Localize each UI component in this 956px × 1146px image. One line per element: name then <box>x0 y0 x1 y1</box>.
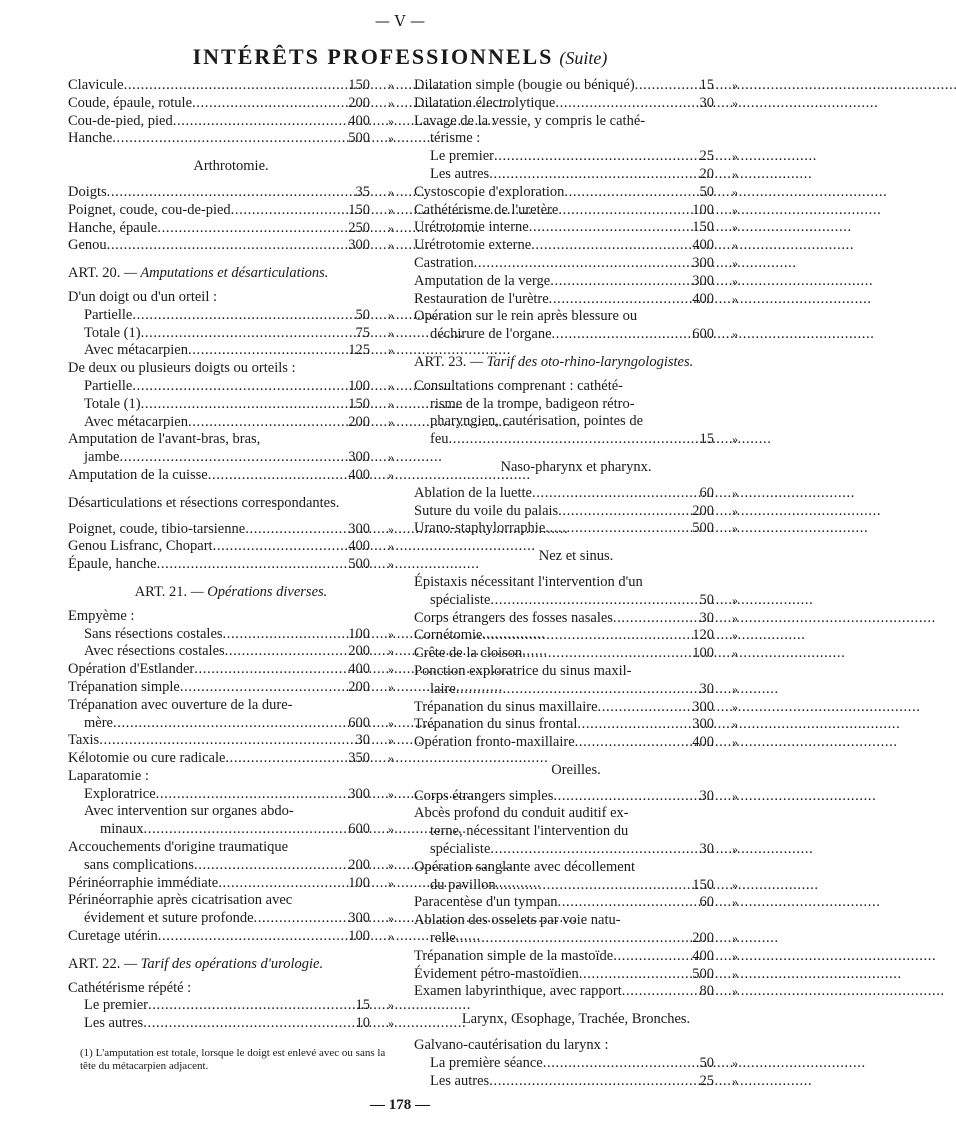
entry-group-label: D'un doigt ou d'un orteil : <box>68 288 218 305</box>
tariff-entry: évidement et suture profonde . . . 300 » <box>68 910 394 928</box>
tariff-entry: Castration . . . 300 » <box>414 255 738 273</box>
entry-text: Lavage de la vessie, y compris le cathé- <box>414 112 646 129</box>
tariff-entry: du pavillon . . . 150 » <box>414 877 738 895</box>
page-title <box>0 44 800 70</box>
tariff-entry: Trépanation simple . . . 200 » <box>68 679 394 697</box>
tariff-entry: spécialiste . . . 30 » <box>414 841 738 859</box>
tariff-entry: Totale (1) . . . 150 » <box>68 396 394 414</box>
tariff-entry: Restauration de l'urètre . . . 400 » <box>414 291 738 309</box>
roman-page-number: — V — <box>374 12 426 30</box>
entry-text: pharyngien, cautérisation, pointes de <box>430 413 644 430</box>
entry-text: Consultations comprenant : cathété- <box>414 377 623 394</box>
title-main: INTÉRÊTS PROFESSIONNELS <box>192 44 554 69</box>
section-heading: Nez et sinus. <box>538 548 614 565</box>
tariff-entry: Genou . . . 300 » <box>68 237 394 255</box>
tariff-entry: Corps étrangers des fosses nasales . . . 30 » <box>414 610 738 628</box>
tariff-entry: Hanche, épaule . . . 250 » <box>68 220 394 238</box>
article-heading: ART. 23. — Tarif des oto-rhino-laryngologistes. <box>414 353 694 370</box>
tariff-entry: Périnéorraphie immédiate . . . 100 » <box>68 875 394 893</box>
article-heading: ART. 21. — Opérations diverses. <box>134 583 328 600</box>
entry-text: Trépanation avec ouverture de la dure- <box>68 696 293 713</box>
tariff-entry: Cornétomie . . . 120 » <box>414 627 738 645</box>
entry-text: terne, nécessitant l'intervention du <box>430 823 629 840</box>
tariff-entry: Clavicule . . . 150 » <box>68 77 394 95</box>
tariff-entry: Les autres . . . 25 » <box>414 1073 738 1091</box>
tariff-entry: Opération fronto-maxillaire . . . 400 » <box>414 734 738 752</box>
tariff-entry: Le premier . . . 25 » <box>414 148 738 166</box>
article-heading: ART. 22. — Tarif des opérations d'urologie. <box>68 955 324 972</box>
tariff-entry: Dilatation simple (bougie ou béniqué) . . . 15 » <box>414 77 738 95</box>
tariff-entry: Poignet, coude, cou-de-pied . . . 150 » <box>68 202 394 220</box>
tariff-entry: Genou Lisfranc, Chopart . . . 400 » <box>68 538 394 556</box>
entry-text: Abcès profond du conduit auditif ex- <box>414 805 629 822</box>
tariff-entry: Avec résections costales . . . 200 » <box>68 643 394 661</box>
tariff-entry: Taxis . . . 30 » <box>68 732 394 750</box>
tariff-entry: Évidement pétro-mastoïdien . . . 500 » <box>414 966 738 984</box>
tariff-entry: Les autres . . . 10 » <box>68 1015 394 1033</box>
right-column <box>414 77 738 1090</box>
entry-text: Avec intervention sur organes abdo- <box>84 803 294 820</box>
tariff-entry: Avec métacarpien . . . 200 » <box>68 414 394 432</box>
footnote: (1) L'amputation est totale, lorsque le doigt est enlevé avec ou sans la tête du métacarpien adjacent. <box>80 1047 386 1073</box>
tariff-entry: Dilatation électrolytique . . . 30 » <box>414 95 738 113</box>
tariff-entry: Urano-staphylorraphie . . . 500 » <box>414 520 738 538</box>
tariff-entry: jambe . . . 300 » <box>68 449 394 467</box>
tariff-entry: Opération d'Estlander . . . 400 » <box>68 661 394 679</box>
tariff-entry: Coude, épaule, rotule . . . 200 » <box>68 95 394 113</box>
tariff-entry: Cystoscopie d'exploration . . . 50 » <box>414 184 738 202</box>
tariff-entry: laire . . . 30 » <box>414 681 738 699</box>
tariff-entry: relle . . . 200 » <box>414 930 738 948</box>
entry-text: Ponction exploratrice du sinus maxil- <box>414 662 632 679</box>
tariff-entry: Ablation de la luette . . . 60 » <box>414 485 738 503</box>
tariff-entry: Trépanation du sinus frontal . . . 300 » <box>414 716 738 734</box>
tariff-entry: La première séance . . . 50 » <box>414 1055 738 1073</box>
entry-group-label: Galvano-cautérisation du larynx : <box>414 1037 609 1054</box>
section-heading: Oreilles. <box>551 761 601 778</box>
tariff-entry: Crête de la cloison . . . 100 » <box>414 645 738 663</box>
entry-text: Amputation de l'avant-bras, bras, <box>68 431 261 448</box>
section-heading: Larynx, Œsophage, Trachée, Bronches. <box>461 1011 691 1028</box>
entry-text: Accouchements d'origine traumatique <box>68 839 289 856</box>
entry-group-label: Cathétérisme répété : <box>68 979 192 996</box>
tariff-entry: Partielle . . . 100 » <box>68 378 394 396</box>
entry-group-label: De deux ou plusieurs doigts ou orteils : <box>68 360 296 377</box>
tariff-entry: Épaule, hanche . . . 500 » <box>68 556 394 574</box>
title-suite: (Suite) <box>559 48 608 68</box>
entry-text: risme de la trompe, badigeon rétro- <box>430 395 635 412</box>
tariff-entry: Corps étrangers simples . . . 30 » <box>414 788 738 806</box>
section-heading: Désarticulations et résections correspondantes. <box>68 494 340 511</box>
article-heading: ART. 20. — Amputations et désarticulations. <box>68 265 329 282</box>
tariff-entry: Les autres . . . 20 » <box>414 166 738 184</box>
section-heading: Naso-pharynx et pharynx. <box>500 458 652 475</box>
entry-text: Périnéorraphie après cicatrisation avec <box>68 892 293 909</box>
tariff-entry: Suture du voile du palais . . . 200 » <box>414 503 738 521</box>
entry-group-label: Empyème : <box>68 607 135 624</box>
tariff-entry: mère . . . 600 » <box>68 715 394 733</box>
entry-text: Ablation des osselets par voie natu- <box>414 912 621 929</box>
tariff-entry: Curetage utérin . . . 100 » <box>68 928 394 946</box>
tariff-entry: minaux . . . 600 » <box>68 821 394 839</box>
section-heading: Arthrotomie. <box>193 158 269 175</box>
entry-text: Épistaxis nécessitant l'intervention d'un <box>414 573 643 590</box>
tariff-entry: Amputation de la cuisse . . . 400 » <box>68 467 394 485</box>
tariff-entry: Partielle . . . 50 » <box>68 307 394 325</box>
tariff-entry: Doigts . . . 35 » <box>68 184 394 202</box>
tariff-entry: Avec métacarpien . . . 125 » <box>68 342 394 360</box>
tariff-entry: Trépanation du sinus maxillaire . . . 300 » <box>414 699 738 717</box>
tariff-entry: Paracentèse d'un tympan . . . 60 » <box>414 894 738 912</box>
entry-text: Opération sanglante avec décollement <box>414 858 636 875</box>
page-number: — 178 — <box>370 1097 430 1113</box>
entry-group-label: Laparatomie : <box>68 767 149 784</box>
tariff-entry: Trépanation simple de la mastoïde . . . 400 » <box>414 948 738 966</box>
tariff-entry: Exploratrice . . . 300 » <box>68 786 394 804</box>
tariff-entry: spécialiste . . . 50 » <box>414 592 738 610</box>
tariff-entry: Le premier . . . 15 » <box>68 997 394 1015</box>
tariff-entry: Urétrotomie interne . . . 150 » <box>414 219 738 237</box>
tariff-entry: Hanche . . . 500 » <box>68 130 394 148</box>
tariff-entry: Examen labyrinthique, avec rapport . . . 80 » <box>414 983 738 1001</box>
left-column <box>68 77 394 1073</box>
tariff-entry: Cou-de-pied, pied . . . 400 » <box>68 113 394 131</box>
tariff-entry: Totale (1) . . . 75 » <box>68 325 394 343</box>
entry-text: Opération sur le rein après blessure ou <box>414 308 638 325</box>
tariff-entry: sans complications . . . 200 » <box>68 857 394 875</box>
tariff-entry: déchirure de l'organe . . . 600 » <box>414 326 738 344</box>
tariff-entry: Amputation de la verge . . . 300 » <box>414 273 738 291</box>
tariff-entry: Poignet, coude, tibio-tarsienne . . . 300 » <box>68 521 394 539</box>
tariff-entry: Kélotomie ou cure radicale . . . 350 » <box>68 750 394 768</box>
entry-group-label: térisme : <box>430 130 481 147</box>
tariff-entry: Sans résections costales . . . 100 » <box>68 626 394 644</box>
tariff-entry: Cathétérisme de l'uretère . . . 100 » <box>414 202 738 220</box>
tariff-entry: Urétrotomie externe . . . 400 » <box>414 237 738 255</box>
tariff-entry: feu . . . 15 » <box>414 431 738 449</box>
